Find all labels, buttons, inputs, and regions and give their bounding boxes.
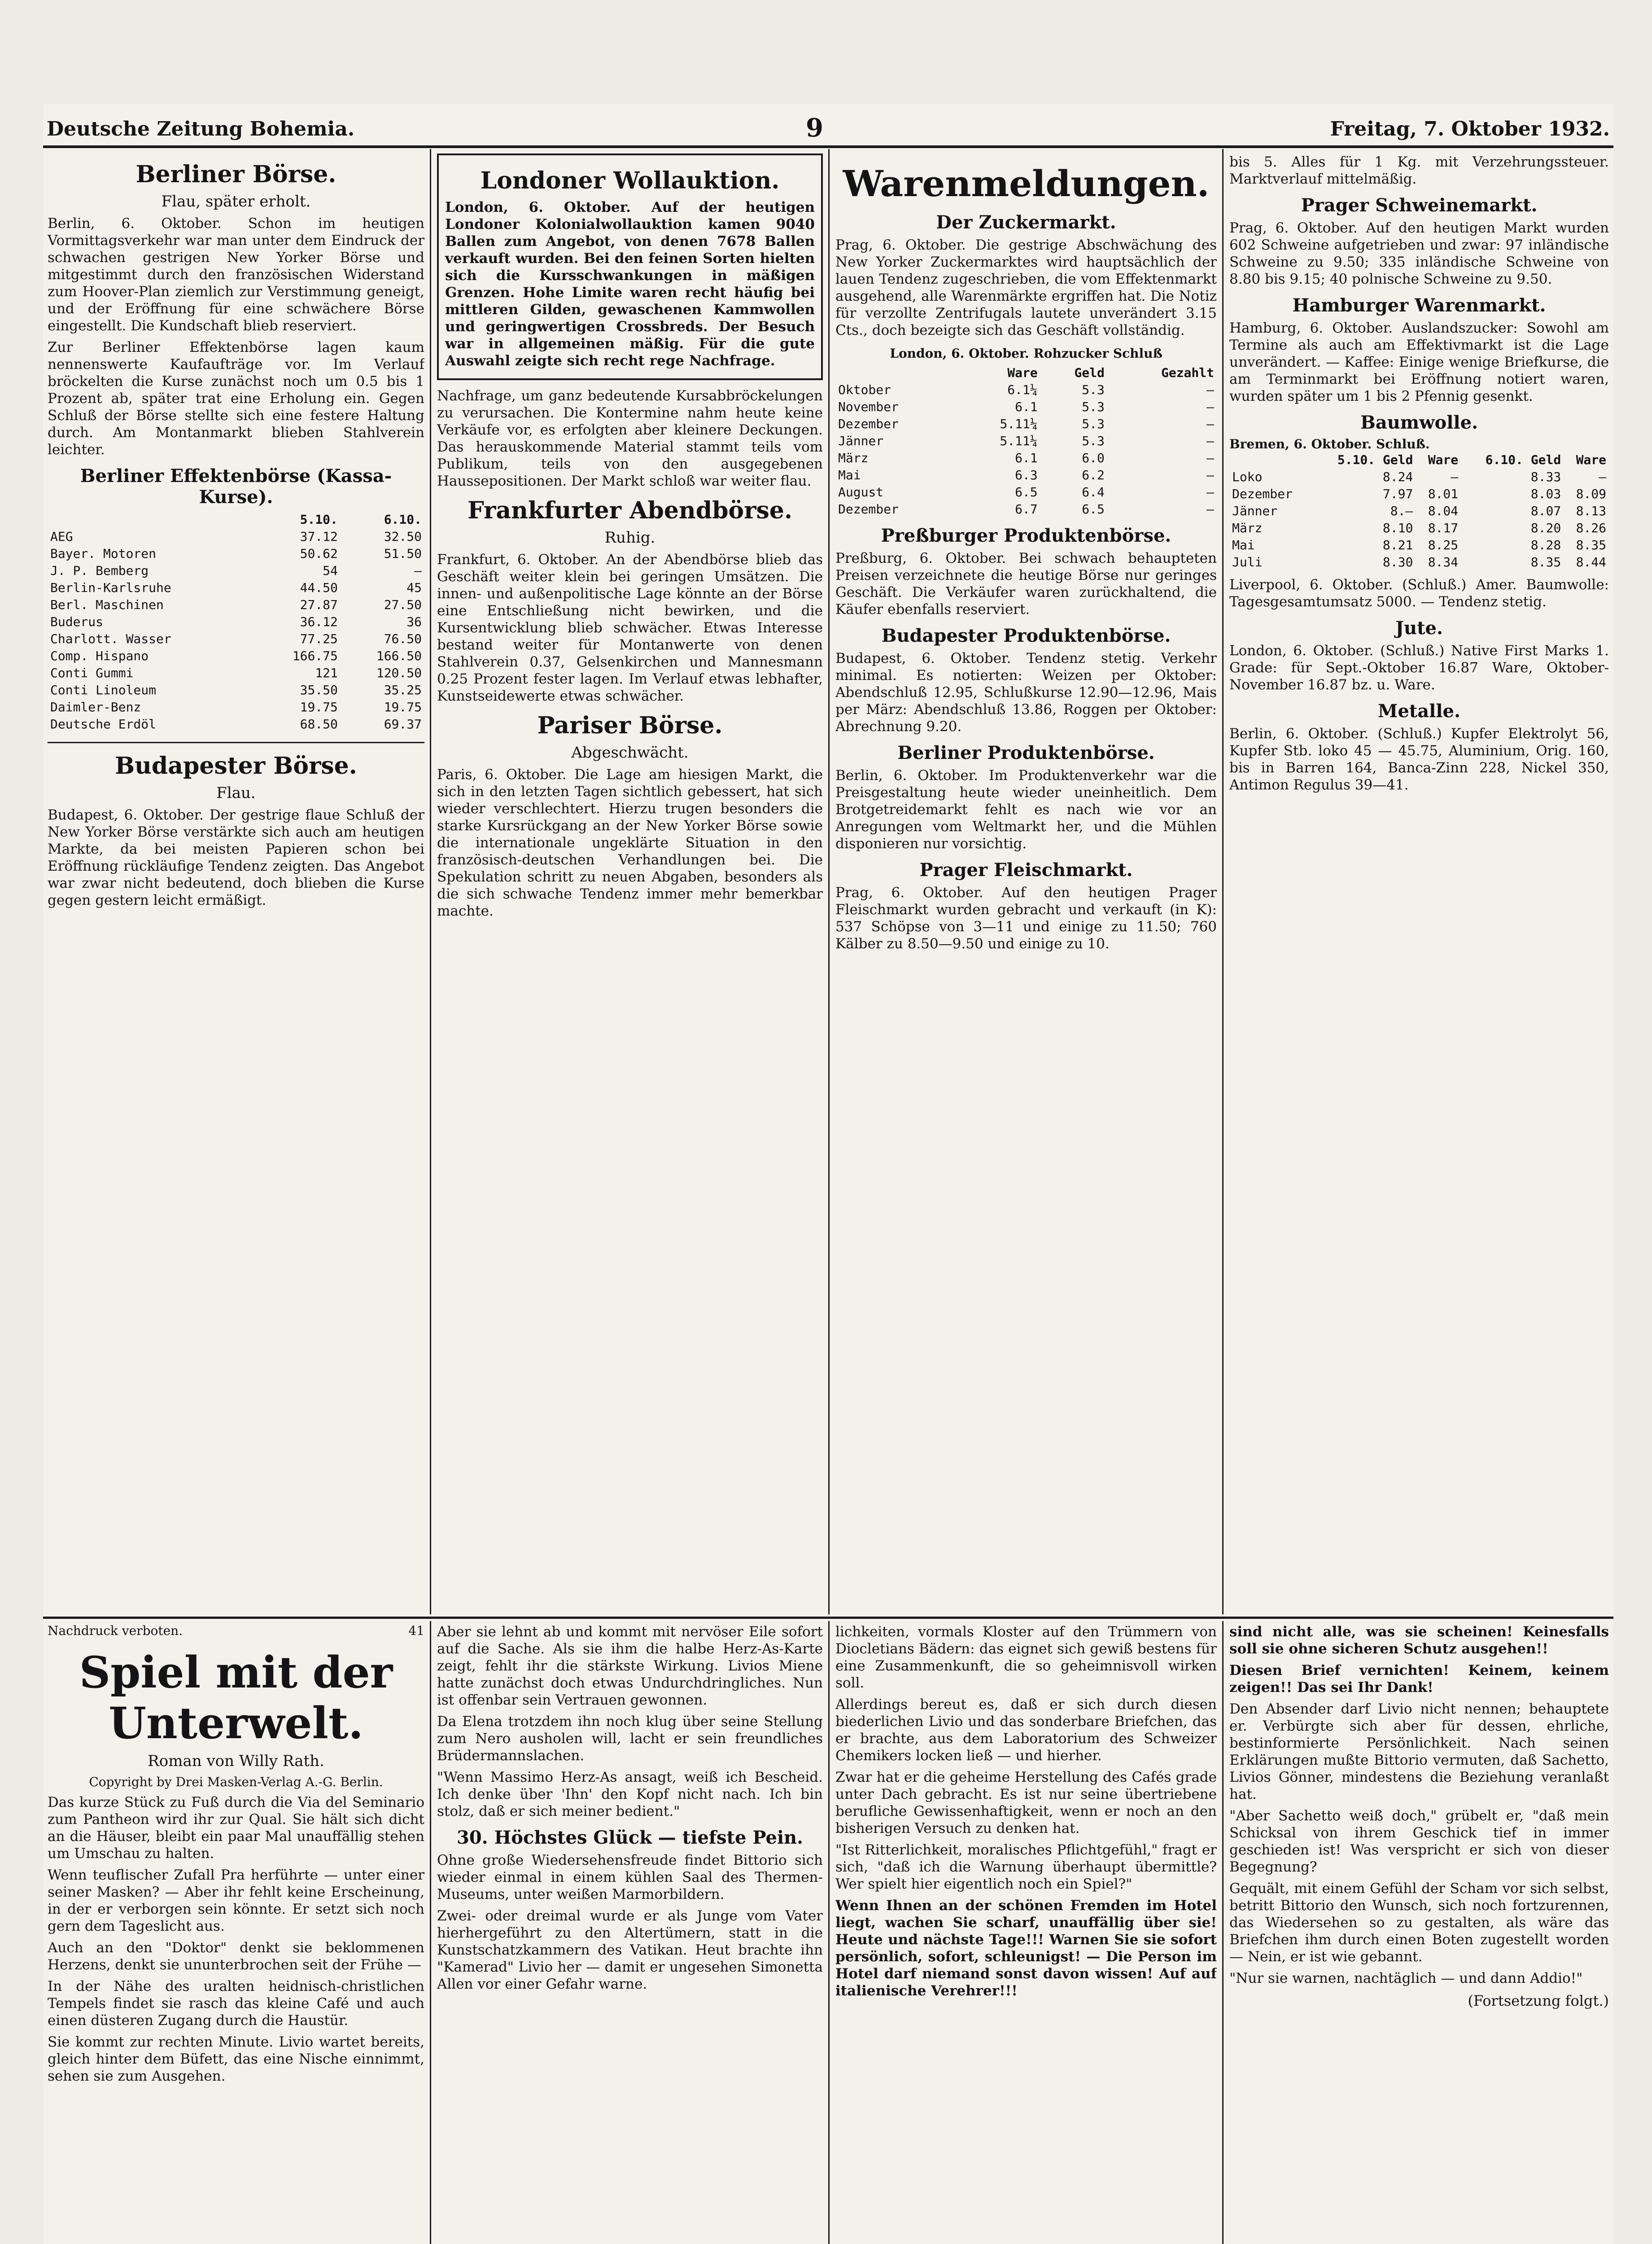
page-header bbox=[43, 104, 1613, 145]
reprint-notice: Nachdruck verboten. bbox=[48, 1623, 183, 1638]
paris-title: Pariser Börse. bbox=[537, 712, 723, 739]
serial-text: Auch an den "Doktor" denkt sie beklommenen Herzens, denkt sie ununterbrochen seit der Frühe — bbox=[48, 1940, 424, 1973]
serial-text: Allerdings bereut es, daß er sich durch diesen biederlichen Livio und das sonderbare Briefchen, das er brachte, aus dem Laboratorium des Schweizer Chemikers locken ließ — und hierher. bbox=[835, 1696, 1217, 1764]
table-row: Mai 6.3 6.2 — bbox=[838, 468, 1214, 482]
serial-letter: sind nicht alle, was sie scheinen! Keinesfalls soll sie ohne sicheren Schutz ausgehen!! bbox=[1229, 1624, 1609, 1657]
market-text: bis 5. Alles für 1 Kg. mit Verzehrungssteuer. Marktverlauf mittelmäßig. bbox=[1229, 154, 1609, 187]
serial-title: Spiel mit der Unterwelt. bbox=[79, 1647, 393, 1749]
sugar-title: Der Zuckermarkt. bbox=[936, 212, 1116, 233]
serial-column-3 bbox=[835, 1623, 1217, 2244]
column-rule bbox=[828, 149, 830, 1614]
london-wool-box bbox=[437, 153, 823, 380]
paper-name: Deutsche Zeitung Bohemia. bbox=[47, 118, 355, 140]
column-rule bbox=[1222, 1621, 1224, 2244]
table-row: Dezember 5.11¼ 5.3 — bbox=[838, 416, 1214, 431]
cotton-title: Baumwolle. bbox=[1360, 412, 1478, 433]
sugar-table bbox=[835, 364, 1217, 518]
serial-letter: Diesen Brief vernichten! Keinem, keinem zeigen!! Das sei Ihr Dank! bbox=[1229, 1662, 1609, 1696]
cotton-table bbox=[1229, 451, 1609, 571]
table-header: 6.10. bbox=[384, 512, 422, 527]
serial-text: Das kurze Stück zu Fuß durch die Via del Seminario zum Pantheon wird ihr zur Qual. Sie hält sich dicht an die Häuser, bleibt ein paar Mal unauffällig stehen um Umschau zu halten. bbox=[48, 1794, 424, 1862]
header-rule bbox=[43, 145, 1613, 148]
serial-text: Ohne große Wiedersehensfreude findet Bittorio sich wieder einmal in einem kühlen Saal des Thermen-Museums, unter weißen Marmorbildern. bbox=[437, 1852, 823, 1902]
jute-title: Jute. bbox=[1395, 618, 1443, 639]
serial-text: Den Absender darf Livio nicht nennen; behauptete er. Verbürgte sich aber für dessen, ehrliche, bestinformierte Persönlichkeit. Nach seinen Erklärungen mußte Bittorio vermuten, daß Sachetto, Livios Gönner, mindestens die Beziehung veranlaßt hat. bbox=[1229, 1701, 1609, 1802]
table-row: März 8.10 8.17 8.20 8.26 bbox=[1232, 521, 1606, 535]
serial-column-2 bbox=[437, 1623, 823, 2244]
serial-divider bbox=[43, 1617, 1613, 1619]
table-header: Ware bbox=[1007, 365, 1038, 380]
metals-title: Metalle. bbox=[1378, 701, 1460, 722]
serial-text: Gequält, mit einem Gefühl der Scham vor sich selbst, betritt Bittorio den Wunsch, sich noch fortzurennen, das Wiedersehen so zu gestalten, als wäre das Briefchen ihm durch einen Boten zugestellt worden — Nein, er ist wie gebannt. bbox=[1229, 1880, 1609, 1965]
serial-text: Da Elena trotzdem ihn noch klug über seine Stellung zum Nero ausholen will, lacht er sein freundliches Brüdermannslachen. bbox=[437, 1714, 823, 1764]
berlin-products-text: Berlin, 6. Oktober. Im Produktenverkehr war die Preisgestaltung heute wieder uneinheitlich. Dem Brotgetreidemarkt fehlt es nach wie vor an Anregungen vom Weltmarkt her, und die Mühlen disponieren nur vorsichtig. bbox=[835, 767, 1217, 852]
hamburg-title: Hamburger Warenmarkt. bbox=[1292, 295, 1546, 316]
table-row: Dezember 7.97 8.01 8.03 8.09 bbox=[1232, 486, 1606, 501]
budapest-boerse-text: Budapest, 6. Oktober. Der gestrige flaue Schluß der New Yorker Börse verstärkte sich auch am heutigen Markte, da bei meisten Papieren schon bei Eröffnung rückläufige Tendenz zeigten. Das Angebot war zwar nicht bedeutend, doch blieben die Kurse gegen gestern leicht ermäßigt. bbox=[48, 807, 424, 908]
table-header: 5.10. Geld bbox=[1337, 452, 1413, 467]
london-wool-title: Londoner Wollauktion. bbox=[480, 167, 780, 194]
episode-number: 41 bbox=[408, 1623, 424, 1638]
london-wool-text: London, 6. Oktober. Auf der heutigen Londoner Kolonialwollauktion kamen 9040 Ballen zum Angebot, von denen 7678 Ballen verkauft wurden. Bei den feinen Sorten hielten sich die Kursschwankungen in mäßigen Grenzen. Hohe Limite waren recht häufig bei mittleren Gilden, gewaschenen Kammwollen und geringwertigen Crossbreds. Der Besuch war in allgemeinen mäßig. Für die gute Auswahl zeigte sich recht rege Nachfrage. bbox=[445, 199, 815, 369]
warenmeldungen-title: Warenmeldungen. bbox=[843, 162, 1210, 205]
serial-text: "Ist Ritterlichkeit, moralisches Pflichtgefühl," fragt er sich, "daß ich die Warnung überhaupt übermittle? Wer spielt hier eigentlich noch ein Spiel?" bbox=[835, 1842, 1217, 1892]
berlin-boerse-title: Berliner Börse. bbox=[135, 161, 337, 188]
table-header: Ware bbox=[1428, 452, 1459, 467]
table-row: August 6.5 6.4 — bbox=[838, 485, 1214, 500]
pressburg-text: Preßburg, 6. Oktober. Bei schwach behaupteten Preisen verzeichnete die heutige Börse nur geringes Geschäft. Die Verkäufer waren zurückhaltend, die Käufer ebenfalls reserviert. bbox=[835, 550, 1217, 618]
serial-byline: Roman von Willy Rath. bbox=[148, 1752, 324, 1770]
jute-text: London, 6. Oktober. (Schluß.) Native First Marks 1. Grade: für Sept.-Oktober 16.87 Ware, Oktober-November 16.87 bz. u. Ware. bbox=[1229, 643, 1609, 693]
serial-text: Zwar hat er die geheime Herstellung des Cafés grade unter Dach gebracht. Es ist nur seine übertriebene berufliche Gewissenhaftigkeit, wenn er noch an den bisherigen Versuch zu denken hat. bbox=[835, 1769, 1217, 1836]
paris-subtitle: Abgeschwächt. bbox=[571, 744, 689, 762]
table-row: Buderus 36.12 36 bbox=[50, 614, 422, 629]
prague-meat-text: Prag, 6. Oktober. Auf den heutigen Prager Fleischmarkt wurden gebracht und verkauft (in K): 537 Schöpse von 3—11 und einige zu 11.50; 760 Kälber zu 8.50—9.50 und einige zu 10. bbox=[835, 885, 1217, 952]
serial-letter: Wenn Ihnen an der schönen Fremden im Hotel liegt, wachen Sie scharf, unauffällig über sie! Heute und nächste Tage!!! Warnen Sie sie sofort persönlich, sofort, schleunigst! — Die Person im Hotel darf niemand sonst davon wissen! Auf auf italienische Verehrer!!! bbox=[835, 1898, 1217, 1999]
table-row: AEG 37.12 32.50 bbox=[50, 529, 422, 544]
serial-text: lichkeiten, vormals Kloster auf den Trümmern von Diocletians Bädern: das eignet sich gewiß bestens für eine Zusammenkunft, die so geheimnisvoll wirken soll. bbox=[835, 1624, 1217, 1691]
serial-text: "Nur sie warnen, nachtäglich — und dann Addio!" bbox=[1229, 1970, 1583, 1986]
page-number: 9 bbox=[806, 113, 823, 143]
table-row: Dezember 6.7 6.5 — bbox=[838, 502, 1214, 517]
column-rule bbox=[430, 1621, 431, 2244]
table-row: Deutsche Erdöl 68.50 69.37 bbox=[50, 717, 422, 732]
table-header bbox=[48, 511, 257, 528]
table-row: Bayer. Motoren 50.62 51.50 bbox=[50, 546, 422, 561]
column-rule bbox=[430, 149, 431, 1614]
budapest-boerse-title: Budapester Börse. bbox=[115, 752, 357, 780]
berlin-boerse-subtitle: Flau, später erholt. bbox=[161, 193, 311, 210]
table-header: Ware bbox=[1576, 452, 1606, 467]
frankfurt-text: Frankfurt, 6. Oktober. An der Abendbörse blieb das Geschäft weiter klein bei geringen Umsätzen. Die innen- und außenpolitische Lage könnte an der Börse eine Entschließung nicht bewirken, und die Kursentwicklung blieb schwächer. Etwas Interesse bestand weiter für Montanwerte von denen Stahlverein 0.37, Gelsenkirchen und Mannesmann 0.25 Prozent fester lagen. Im Verlauf etwas lebhafter, Kunstseidewerte etwas schwächer. bbox=[437, 552, 823, 704]
paris-text: Paris, 6. Oktober. Die Lage am hiesigen Markt, die sich in den letzten Tagen sichtlich gebessert, hat sich wieder verschlechtert. Hierzu trugen besonders die starke Kursrückgang an der New Yorker Börse sowie die internationale ungeklärte Situation in den französisch-deutschen Verhandlungen bei. Die Spekulation schritt zu neuen Abgaben, besonders als die sich schwache Tendenz immer mehr bemerkbar machte. bbox=[437, 767, 823, 919]
pig-market-text: Prag, 6. Oktober. Auf den heutigen Markt wurden 602 Schweine aufgetrieben und zwar: 97 inländische Schweine zu 9.50; 335 inländische Schweine von 8.80 bis 9.15; 40 polnische Schweine zu 9.50. bbox=[1229, 220, 1609, 287]
table-header: 6.10. Geld bbox=[1485, 452, 1561, 467]
metals-text: Berlin, 6. Oktober. (Schluß.) Kupfer Elektrolyt 56, Kupfer Stb. loko 45 — 45.75, Aluminium, Orig. 160, bis in Barren 164, Banca-Zinn 228, Nickel 350, Antimon Regulus 39—41. bbox=[1229, 726, 1609, 793]
serial-column-4 bbox=[1229, 1623, 1609, 2244]
serial-text: Sie kommt zur rechten Minute. Livio wartet bereits, gleich hinter dem Büfett, das eine Nische einnimmt, sehen sie zum Ausgehen. bbox=[48, 2034, 424, 2084]
hamburg-text: Hamburg, 6. Oktober. Auslandszucker: Sowohl am Termine als auch am Effektivmarkt ist die Lage unverändert. — Kaffee: Einige wenige Briefkurse, die am Terminmarkt bei Eröffnung notiert waren, wurden später um 1 bis 2 Pfennig gesenkt. bbox=[1229, 320, 1609, 404]
table-row: Oktober 6.1¼ 5.3 — bbox=[838, 382, 1214, 397]
column-rule bbox=[828, 1621, 830, 2244]
budapest-products-title: Budapester Produktenbörse. bbox=[881, 625, 1171, 646]
table-row: März 6.1 6.0 — bbox=[838, 451, 1214, 465]
column-berlin-stock bbox=[48, 153, 424, 1612]
column-london-wool bbox=[437, 153, 823, 1612]
cotton-subtitle: Bremen, 6. Oktober. Schluß. bbox=[1229, 437, 1430, 451]
berlin-boerse-text: Berlin, 6. Oktober. Schon im heutigen Vormittagsverkehr war man unter dem Eindruck der schwachen gestrigen New Yorker Börse und mitgestimmt durch den französischen Widerstand zum Hoover-Plan ziemlich zur Verstimmung geneigt, und der Eröffnung für eine schwächere Börse eingestellt. Die Kundschaft blieb reserviert. bbox=[48, 215, 424, 334]
table-header bbox=[1229, 451, 1313, 469]
budapest-boerse-subtitle: Flau. bbox=[216, 784, 256, 802]
berlin-boerse-text: Zur Berliner Effektenbörse lagen kaum nennenswerte Kaufaufträge vor. Im Verlauf bröckelten die Kurse zunächst noch um 0.5 bis 1 Prozent ab, später trat eine Erholung ein. Gegen Schluß der Börse stellte sich eine festere Haltung durch. Am Montanmarkt blieben Stahlverein leichter. bbox=[48, 339, 424, 458]
serial-copyright: Copyright by Drei Masken-Verlag A.-G. Berlin. bbox=[89, 1775, 383, 1789]
frankfurt-subtitle: Ruhig. bbox=[604, 529, 656, 547]
table-row: Loko 8.24 — 8.33 — bbox=[1232, 469, 1606, 484]
table-header: Geld bbox=[1074, 365, 1105, 380]
berlin-effekten-title: Berliner Effektenbörse (Kassa-Kurse). bbox=[80, 465, 392, 508]
column-markets bbox=[1229, 153, 1609, 1612]
continued-notice: (Fortsetzung folgt.) bbox=[1468, 1992, 1609, 2009]
table-row: Juli 8.30 8.34 8.35 8.44 bbox=[1232, 555, 1606, 570]
pig-market-title: Prager Schweinemarkt. bbox=[1301, 195, 1538, 216]
column-commodities bbox=[835, 153, 1217, 1612]
table-row: November 6.1 5.3 — bbox=[838, 399, 1214, 414]
newspaper-page bbox=[43, 104, 1613, 2244]
serial-text: Wenn teuflischer Zufall Pra herführte — unter einer seiner Masken? — Aber ihr fehlt keine Erscheinung, in der er verborgen sein könnte. Er setzt sich noch gern dem Tageslicht aus. bbox=[48, 1867, 424, 1934]
liverpool-text: Liverpool, 6. Oktober. (Schluß.) Amer. Baumwolle: Tagesgesamtumsatz 5000. — Tendenz stetig. bbox=[1229, 577, 1609, 610]
serial-column-1 bbox=[48, 1623, 424, 2244]
sugar-table-title: London, 6. Oktober. Rohzucker Schluß bbox=[890, 346, 1163, 361]
table-header: Gezahlt bbox=[1161, 365, 1214, 380]
table-row: Daimler-Benz 19.75 19.75 bbox=[50, 700, 422, 714]
table-header bbox=[835, 364, 959, 381]
serial-text: "Wenn Massimo Herz-As ansagt, weiß ich Bescheid. Ich denke über 'Ihn' den Kopf nicht nach. Ich bin stolz, daß er sich meiner bedient." bbox=[437, 1769, 823, 1819]
berlin-products-title: Berliner Produktenbörse. bbox=[897, 742, 1155, 763]
serial-text: In der Nähe des uralten heidnisch-christlichen Tempels findet sie rasch das kleine Café und auch einen düsteren Zugang durch die Haustür. bbox=[48, 1978, 424, 2029]
frankfurt-title: Frankfurter Abendbörse. bbox=[468, 497, 792, 524]
serial-text: "Aber Sachetto weiß doch," grübelt er, "daß mein Schicksal von ihrem Geschick tief in immer geschieden ist! Was verspricht er sich von dieser Begegnung? bbox=[1229, 1808, 1609, 1875]
table-row: Conti Linoleum 35.50 35.25 bbox=[50, 683, 422, 697]
serial-notice-row bbox=[48, 1623, 424, 1638]
market-text: Nachfrage, um ganz bedeutende Kursabbröckelungen zu verursachen. Die Kontermine nahm heute keine Verkäufe vor, es erfolgten aber kleinere Deckungen. Das herauskommende Material stammt teils vom Publikum, teils von den ausgegebenen Haussepositionen. Der Markt schloß war weiter flau. bbox=[437, 388, 823, 489]
serial-text: Aber sie lehnt ab und kommt mit nervöser Eile sofort auf die Sache. Als sie ihm die halbe Herz-As-Karte zeigt, fehlt ihr die stärkste Wirkung. Livios Miene hatte zunächst doch etwas Undurchdringliches. Nun ist offenbar sein Vertrauen gewonnen. bbox=[437, 1624, 823, 1708]
table-row: Jänner 8.— 8.04 8.07 8.13 bbox=[1232, 504, 1606, 518]
prague-meat-title: Prager Fleischmarkt. bbox=[919, 859, 1133, 881]
table-row: Berlin-Karlsruhe 44.50 45 bbox=[50, 580, 422, 595]
berlin-effekten-table bbox=[48, 511, 424, 733]
sugar-text: Prag, 6. Oktober. Die gestrige Abschwächung des New Yorker Zuckermarktes wird hauptsächlich der lauen Tendenz zugeschrieben, die vom Effektenmarkt ausgehend, alle Warenmärkte ergriffen hat. Die Notiz für verzollte Zentrifugals lautete unverändert 3.15 Cts., doch bezeigte sich das Geschäft vollständig. bbox=[835, 237, 1217, 338]
issue-date: Freitag, 7. Oktober 1932. bbox=[1330, 118, 1610, 140]
table-row: J. P. Bemberg 54 — bbox=[50, 563, 422, 578]
budapest-products-text: Budapest, 6. Oktober. Tendenz stetig. Verkehr minimal. Es notierten: Weizen per Oktober: Abendschluß 12.95, Schlußkurse 12.90—12.96, Mais per März: Abendschluß 13.86, Roggen per Oktober: Abrechnung 9.20. bbox=[835, 650, 1217, 735]
pressburg-title: Preßburger Produktenbörse. bbox=[881, 525, 1171, 546]
table-row: Comp. Hispano 166.75 166.50 bbox=[50, 649, 422, 663]
table-row: Charlott. Wasser 77.25 76.50 bbox=[50, 631, 422, 646]
serial-text: Zwei- oder dreimal wurde er als Junge vom Vater hierhergeführt zu den Altertümern, statt in die Kunstschatzkammern des Vatikan. Heut brachte ihn "Kamerad" Livio her — damit er ungesehen Simonetta Allen vor einer Gefahr warne. bbox=[437, 1908, 823, 1992]
table-row: Berl. Maschinen 27.87 27.50 bbox=[50, 597, 422, 612]
table-row: Jänner 5.11¼ 5.3 — bbox=[838, 434, 1214, 448]
table-row: Mai 8.21 8.25 8.28 8.35 bbox=[1232, 538, 1606, 552]
table-row: Conti Gummi 121 120.50 bbox=[50, 666, 422, 680]
serial-section-title: 30. Höchstes Glück — tiefste Pein. bbox=[456, 1827, 804, 1848]
column-rule bbox=[1222, 149, 1224, 1614]
table-header: 5.10. bbox=[300, 512, 338, 527]
section-rule bbox=[48, 742, 424, 743]
